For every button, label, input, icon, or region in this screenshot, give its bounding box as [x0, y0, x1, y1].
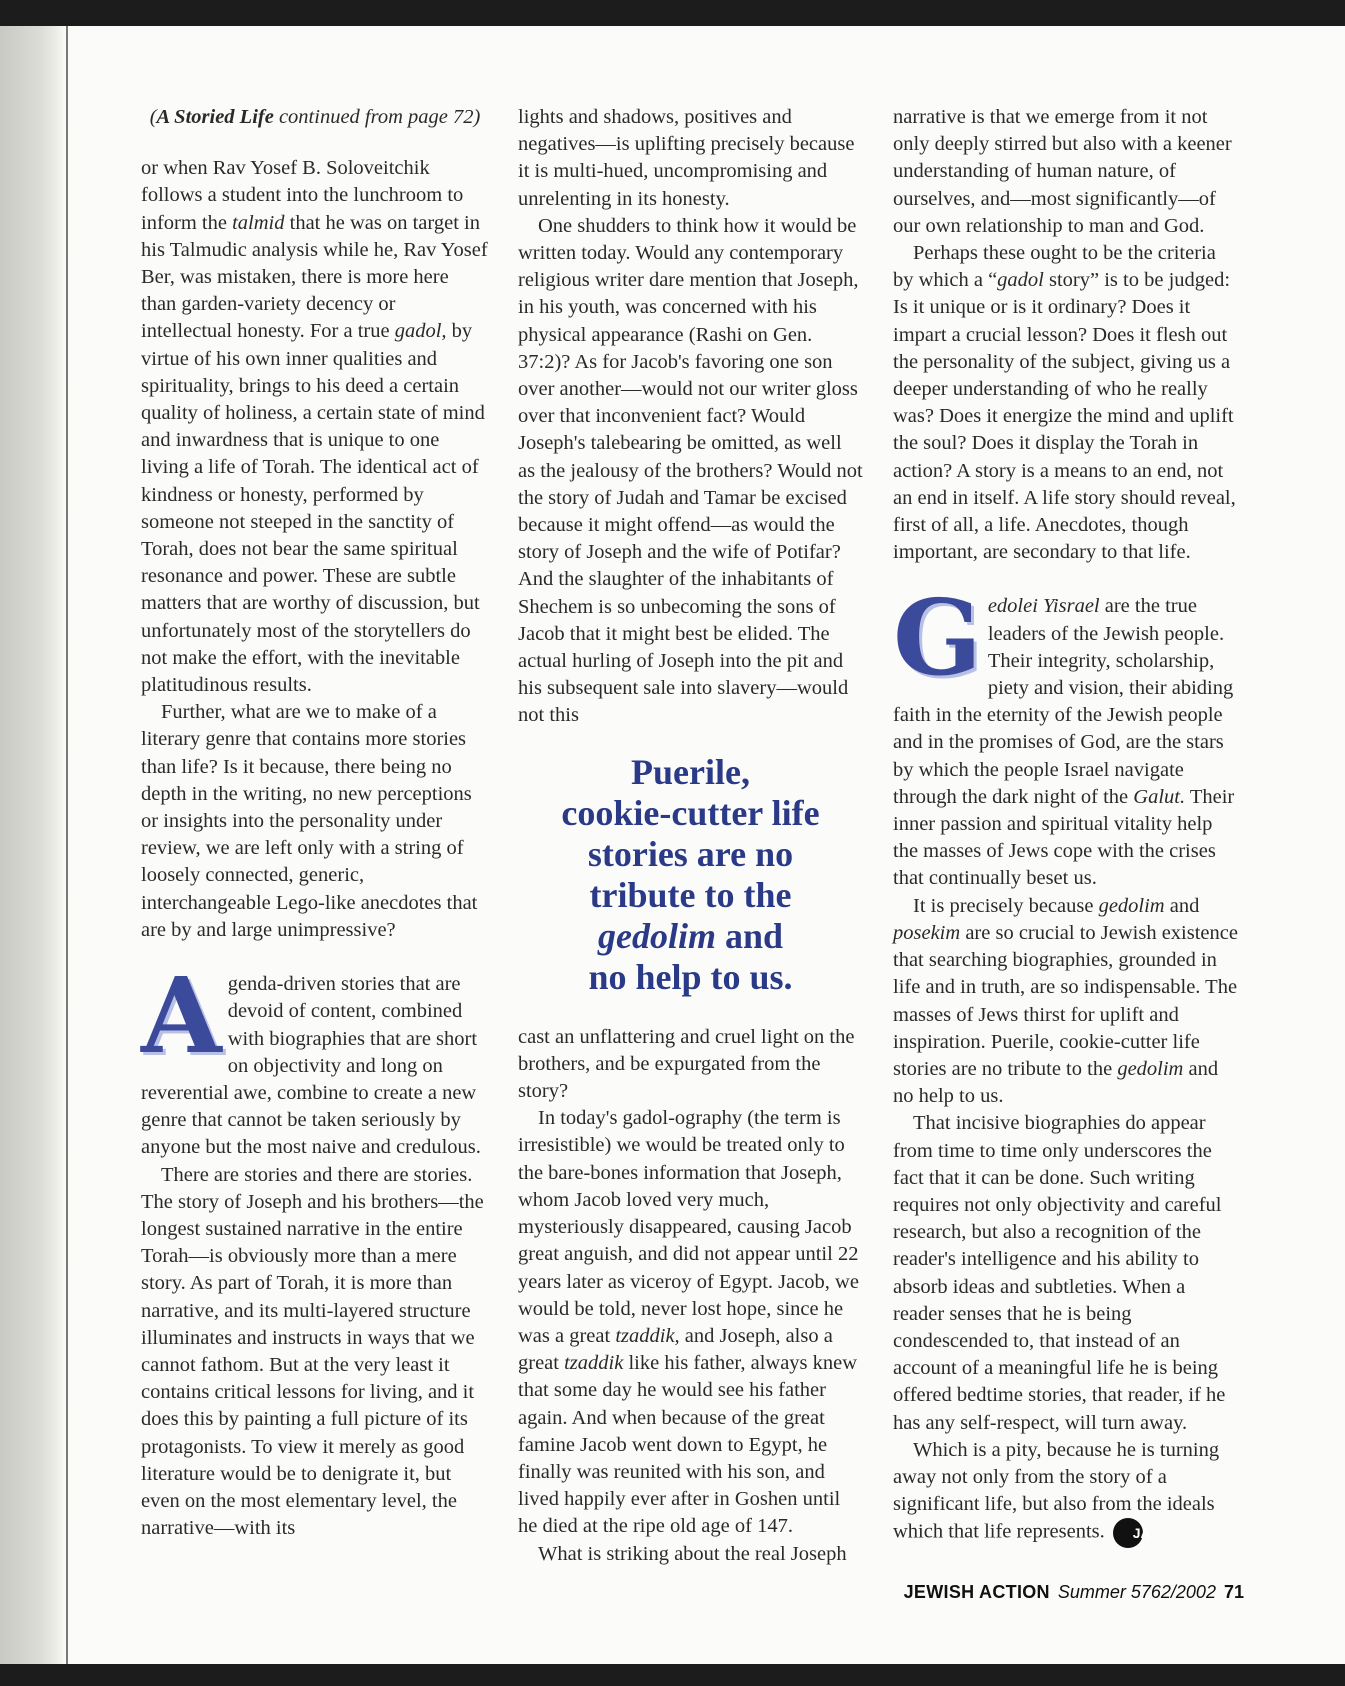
magazine-page: [0, 26, 1345, 1664]
paragraph: lights and shadows, positives and negatives—is uplifting precisely because it is multi-hued, uncompromising and unrelenting in its honesty.: [518, 106, 855, 210]
paragraph: narrative is that we emerge from it not only deeply stirred but also with a keener understanding of human nature, of ourselves, and—most significantly—of our own relationship to man and God.: [893, 106, 1232, 237]
paragraph: It is precisely because gedolim and posekim are so crucial to Jewish existence that searching biographies, grounded in life and in truth, are so indispensable. The masses of Jews thirst for uplift and inspiration. Puerile, cookie-cutter life stories are no tribute to the gedolim and no help to us.: [893, 894, 1238, 1108]
paragraph: One shudders to think how it would be written today. Would any contemporary religious writer dare mention that Joseph, in his youth, was concerned with his physical appearance (Rashi on Gen. 37:2)? As for Jacob's favoring one son over another—would not our writer gloss over that inconvenient fact? Would Joseph's talebearing be omitted, as well as the jealousy of the brothers? Would not the story of Judah and Tamar be excised because it might offend—as would the story of Joseph and the wife of Potifar? And the slaughter of the inhabitants of Shechem is so unbecoming the sons of Jacob that it might best be elided. The actual hurling of Joseph into the pit and his subsequent sale into slavery—would not this: [518, 214, 863, 727]
page-spine: [0, 26, 66, 1664]
text-column-1: [141, 104, 489, 1542]
page-number: 71: [1223, 1582, 1244, 1602]
paragraph: or when Rav Yosef B. Soloveitchik follows a student into the lunchroom to inform the talmid that he was on target in his Talmudic analysis while he, Rav Yosef Ber, was mistaken, there is more here than garden-variety decency or intellectual honesty. For a true gadol, by virtue of his own inner qualities and spirituality, brings to his deed a certain quality of holiness, a certain state of mind and inwardness that is unique to one living a life of Torah. The identical act of kindness or honesty, performed by someone not steeped in the sanctity of Torah, does not bear the same spiritual resonance and power. These are subtle matters that are worthy of discussion, but unfortunately most of the storytellers do not make the effort, with the inevitable platitudinous results.: [141, 157, 488, 697]
paragraph: That incisive biographies do appear from time to time only underscores the fact that it can be done. Such writing requires not only objectivity and careful research, but also a recognition of the reader's intelligence and his ability to absorb ideas and subtleties. When a reader senses that he is being condescended to, that instead of an account of a meaningful life he is being offered bedtime stories, that reader, if he has any self-respect, will turn away.: [893, 1112, 1226, 1434]
spine-fold-line: [66, 26, 68, 1664]
paragraph: Further, what are we to make of a literary genre that contains more stories than life? Is it because, there being no depth in the writing, no new perceptions or insights into the personality under review, we are left only with a string of loosely connected, generic, interchangeable Lego-like anecdotes that are by and large unimpressive?: [141, 701, 478, 941]
page-footer: [892, 1582, 1244, 1603]
paragraph: In today's gadol-ography (the term is irresistible) we would be treated only to the bare-bones information that Joseph, whom Jacob loved very much, mysteriously disappeared, causing Jacob great anguish, and did not appear until 22 years later as viceroy of Egypt. Jacob, we would be told, never lost hope, since he was a great tzaddik, and Joseph, also a great tzaddik like his father, always knew that some day he would see his father again. And when because of the great famine Jacob went down to Egypt, he finally was reunited with his son, and lived happily ever after in Goshen until he died at the ripe old age of 147.: [518, 1107, 859, 1538]
drop-cap: A: [141, 954, 222, 1078]
paragraph: Perhaps these ought to be the criteria by which a “gadol story” is to be judged: Is it unique or is it ordinary? Does it impart a crucial lesson? Does it flesh out the personality of the subject, giving us a deeper understanding of who he really was? Does it energize the mind and uplift the soul? Does it display the Torah in action? A story is a means to an end, not an end in itself. A life story should reveal, first of all, a life. Anecdotes, though important, are secondary to that life.: [893, 242, 1236, 564]
text-column-2: [518, 104, 863, 1568]
paragraph-with-drop-cap: Gedolei Yisrael are the true leaders of the Jewish people. Their integrity, scholarship, piety and vision, their abiding faith in the eternity of the Jewish people and in the promises of God, are the stars by which the people Israel navigate through the dark night of the Galut. Their inner passion and spiritual vitality help the masses of Jews cope with the crises that continually beset us.: [893, 576, 1235, 890]
paragraph-with-drop-cap: Agenda-driven stories that are devoid of content, combined with biographies that are short on objectivity and long on reverential awe, combine to create a new genre that cannot be taken seriously by anyone but the most naive and credulous.: [141, 954, 481, 1159]
pull-quote: Puerile, cookie-cutter life stories are no tribute to the gedolim and no help to us.: [561, 751, 820, 997]
paragraph: Which is a pity, because he is turning away not only from the story of a significant life, but also from the ideals which that life represents. JA: [893, 1437, 1241, 1549]
paragraph: What is striking about the real Joseph: [538, 1542, 847, 1565]
paragraph: cast an unflattering and cruel light on the brothers, and be expurgated from the story?: [518, 1025, 855, 1103]
drop-cap: G: [893, 576, 982, 700]
paragraph: There are stories and there are stories. The story of Joseph and his brothers—the longest sustained narrative in the entire Torah—is obviously more than a mere story. As part of Torah, it is more than narrative, and its multi-layered structure illuminates and instructs in ways that we cannot fathom. But at the very least it contains critical lessons for living, and it does this by painting a full picture of its protagonists. To view it merely as good literature would be to denigrate it, but even on the most elementary level, the narrative—with its: [141, 1163, 484, 1540]
issue-date: Summer 5762/2002: [1057, 1582, 1216, 1602]
continuation-note: (A Storied Life continued from page 72): [149, 106, 481, 128]
text-column-3: [893, 104, 1241, 1548]
magazine-name: JEWISH ACTION: [903, 1582, 1050, 1602]
ja-end-mark-icon: JA: [1113, 1518, 1143, 1548]
